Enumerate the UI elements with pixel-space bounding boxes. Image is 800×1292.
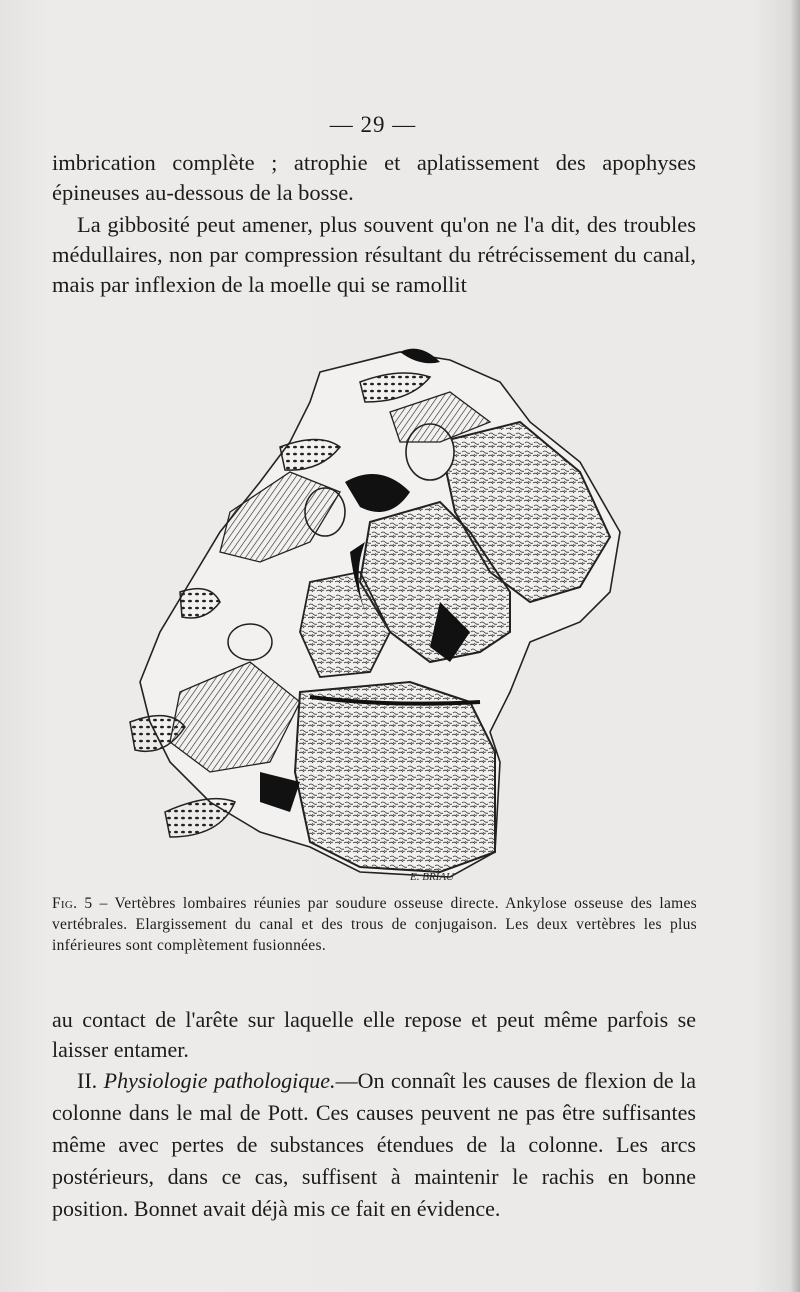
section-number: II.: [77, 1068, 98, 1093]
figure-caption-label: Fig. 5: [52, 895, 93, 912]
artist-signature: E. BRIAU: [410, 871, 454, 883]
figure-caption-text: – Vertèbres lombaires réunies par soudure osseuse directe. Ankylose osseuse des lames vertébrales. Elargissement du canal et des trous de conjugaison. Les deux vertèbres les plus inférieures sont complètement fusionnées.: [52, 895, 697, 954]
paragraph-2: La gibbosité peut amener, plus souvent qu'on ne l'a dit, des troubles médullaires, non par compression résultant du rétrécissement du canal, mais par inflexion de la moelle qui se ramollit: [52, 212, 696, 297]
paragraph-4-body: —On connaît les causes de flexion de la colonne dans le mal de Pott. Ces causes peuvent ne pas être suffisantes même avec pertes de substances étendues de la colonne. Les arcs postérieurs, dans ce cas, suffisent à maintenir le rachis en bonne position. Bonnet avait déjà mis ce fait en évidence.: [52, 1068, 697, 1221]
spinous-section-5: [165, 799, 235, 837]
section-heading: Physiologie pathologique.: [103, 1068, 336, 1093]
paragraph-1: imbrication complète ; atrophie et aplatissement des apophyses épineuses au-dessous de la bosse.: [52, 150, 696, 205]
page-number: — 29 —: [329, 112, 417, 137]
lower-fused-bodies: [295, 682, 495, 872]
vertebrae-illustration: [110, 332, 650, 887]
paragraph-4: [52, 1065, 696, 1225]
page-spine-shadow: [790, 0, 800, 1292]
figure-caption: [52, 893, 697, 956]
paragraph-3: au contact de l'arête sur laquelle elle repose et peut même parfois se laisser entamer.: [52, 1007, 696, 1062]
foramen-opening-3: [228, 624, 272, 660]
